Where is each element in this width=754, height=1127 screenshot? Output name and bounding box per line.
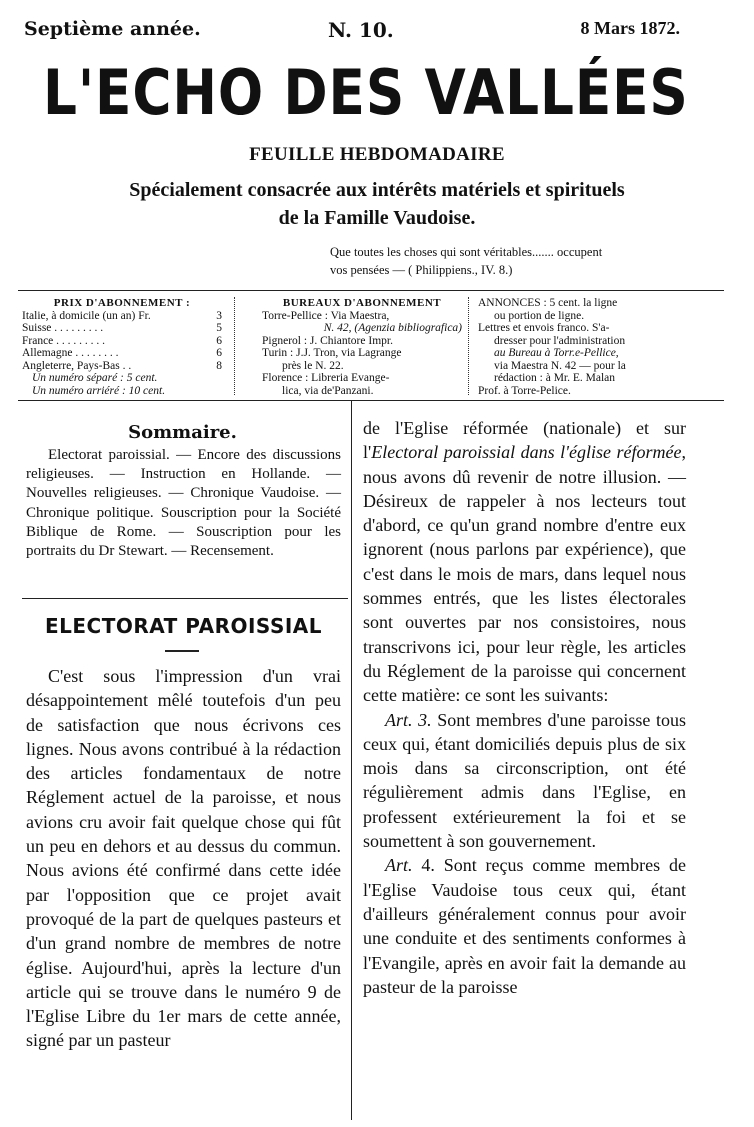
- tagline-line-1: Spécialement consacrée aux intérêts matériels et spirituels: [129, 179, 625, 201]
- office-line: Turin : J.J. Tron, via Lagrange: [262, 347, 402, 359]
- annonce-line: ou portion de ligne.: [494, 309, 585, 322]
- newspaper-tagline: [0, 176, 754, 232]
- issue-date: 8 Mars 1872.: [580, 18, 680, 38]
- price-row: [22, 322, 222, 335]
- subscription-offices: [262, 297, 462, 397]
- office-line: lica, via de'Panzani.: [282, 384, 374, 397]
- price-value: 8: [216, 359, 222, 372]
- annonce-line: via Maestra N. 42 — pour la: [494, 359, 626, 372]
- text-run: Sont membres d'une paroisse tous ceux qui, étant domiciliés depuis plus de six mois dans sa circonscription, ont été régulièrement admis dans l'Eglise, en professent extérieurement la foi et se soumettent à son gouvernement.: [363, 709, 686, 852]
- box-separator: [234, 297, 235, 395]
- header-divider: [18, 290, 724, 291]
- article-paragraph: [363, 416, 686, 708]
- column-rule: [351, 400, 352, 1120]
- prices-heading: PRIX D'ABONNEMENT :: [53, 297, 191, 309]
- office-line: près le N. 22.: [282, 359, 344, 372]
- price-row: [22, 335, 222, 348]
- price-label: Suisse . . . . . . . . .: [22, 322, 104, 334]
- annonce-line: au Bureau à Torr.e-Pellice,: [494, 347, 619, 359]
- epigraph-line-1: Que toutes les choses qui sont véritables....... occupent: [330, 245, 603, 259]
- epigraph: [330, 243, 660, 279]
- italic-title: Electoral paroissial dans l'église réformée: [371, 442, 682, 463]
- text-run: de l'Eglise réformée (nationale) et sur l': [363, 418, 686, 463]
- office-line: Pignerol : J. Chiantore Impr.: [262, 334, 393, 347]
- annonce-line: ANNONCES : 5 cent. la ligne: [478, 297, 618, 309]
- office-line: N. 42, (Agenzia bibliografica): [323, 322, 462, 334]
- price-row: [22, 360, 222, 373]
- article-title: ELECTORAT PAROISSIAL: [44, 614, 323, 638]
- price-row: [22, 347, 222, 360]
- issue-number: N. 10.: [328, 18, 394, 42]
- office-line: Florence : Libreria Evange-: [262, 372, 390, 384]
- article-body-right: [363, 416, 686, 999]
- office-line: Torre-Pellice : Via Maestra,: [262, 309, 390, 322]
- price-row: [22, 310, 222, 323]
- newspaper-subtitle: FEUILLE HEBDOMADAIRE: [249, 144, 505, 165]
- box-separator: [468, 297, 469, 395]
- annonce-line: Lettres et envois franco. S'a-: [478, 322, 610, 334]
- price-label: France . . . . . . . . .: [22, 334, 106, 347]
- price-value: 6: [216, 334, 222, 347]
- annonce-line: dresser pour l'administration: [494, 334, 626, 347]
- article-body-left: C'est sous l'impression d'un vrai désappointement mêlé toutefois d'un peu de satisfaction que nous écrivons ces lignes. Nous avons contribué à la rédaction des articles fondamentaux de notre Réglement actuel de la paroisse, et nous avions cru avoir fait quelque chose qui fût un peu en dehors et au dessus du commun. Nous avions été confirmé dans cette idée par l'opposition que ce projet avait provoqué de la part de quelques pasteurs et d'un grand nombre de membres de notre église. Aujourd'hui, après la lecture d'un article qui se trouve dans le numéro 9 de l'Eglise Libre du 1er mars de cette année, signé par un pasteur: [26, 666, 341, 1051]
- price-value: 6: [216, 347, 222, 359]
- back-issue-price: Un numéro arriéré : 10 cent.: [32, 384, 166, 397]
- offices-heading: BUREAUX D'ABONNEMENT: [282, 297, 442, 309]
- price-label: Italie, à domicile (un an) Fr.: [22, 309, 151, 322]
- annonce-line: rédaction : à Mr. E. Malan: [494, 372, 616, 384]
- summary-text: Electorat paroissial. — Encore des discussions religieuses. — Instruction en Hollande. — Nouvelles religieuses. — Chronique Vaudoise. — Chronique politique. Souscription pour la Société Biblique de Rome. — Souscription pour les portraits du Dr Stewart. — Recensement.: [26, 447, 341, 560]
- price-value: 5: [216, 322, 222, 334]
- summary-heading: Sommaire.: [128, 422, 237, 443]
- annonce-line: Prof. à Torre-Pelice.: [478, 384, 571, 397]
- article-label: Art.: [385, 855, 413, 876]
- info-divider: [18, 400, 724, 401]
- text-run: , nous avons dû revenir de notre illusion. — Désireux de rappeler à nos lecteurs tout d'abord, ce qu'un grand nombre d'entre eux ignorent (nous parlons par expérience), que c'est dans le mois de mars, dans lequel nous sommes entrés, que les listes électorales sont ouvertes par nos consistoires, nous transcrivons ici, pour leur règle, les articles du Réglement de la paroisse qui concernent cette matière: ce sont les suivants:: [363, 442, 686, 706]
- newspaper-title: L'ECHO DES VALLÉES: [43, 56, 689, 129]
- title-rule: [165, 650, 199, 652]
- price-label: Allemagne . . . . . . . .: [22, 347, 119, 359]
- tagline-line-2: de la Famille Vaudoise.: [278, 207, 476, 229]
- price-label: Angleterre, Pays-Bas . .: [22, 359, 132, 372]
- subscription-prices: [22, 297, 222, 397]
- article-paragraph: [363, 708, 686, 854]
- price-value: 3: [216, 309, 222, 322]
- volume-year: Septième année.: [24, 18, 201, 40]
- issue-header: [24, 18, 680, 44]
- article-paragraph: [363, 853, 686, 999]
- epigraph-line-2: vos pensées — ( Philippiens., IV. 8.): [330, 263, 513, 277]
- article-label: Art. 3.: [385, 709, 432, 730]
- single-issue-price: Un numéro séparé : 5 cent.: [32, 372, 158, 384]
- summary-divider: [22, 598, 348, 599]
- announcements-info: [478, 297, 688, 397]
- text-run: 4. Sont reçus comme membres de l'Eglise Vaudoise tous ceux qui, étant d'ailleurs généralement connus pour avoir une conduite et des sentiments conformes à l'Evangile, après en avoir fait la demande au pasteur de la paroisse: [363, 855, 686, 997]
